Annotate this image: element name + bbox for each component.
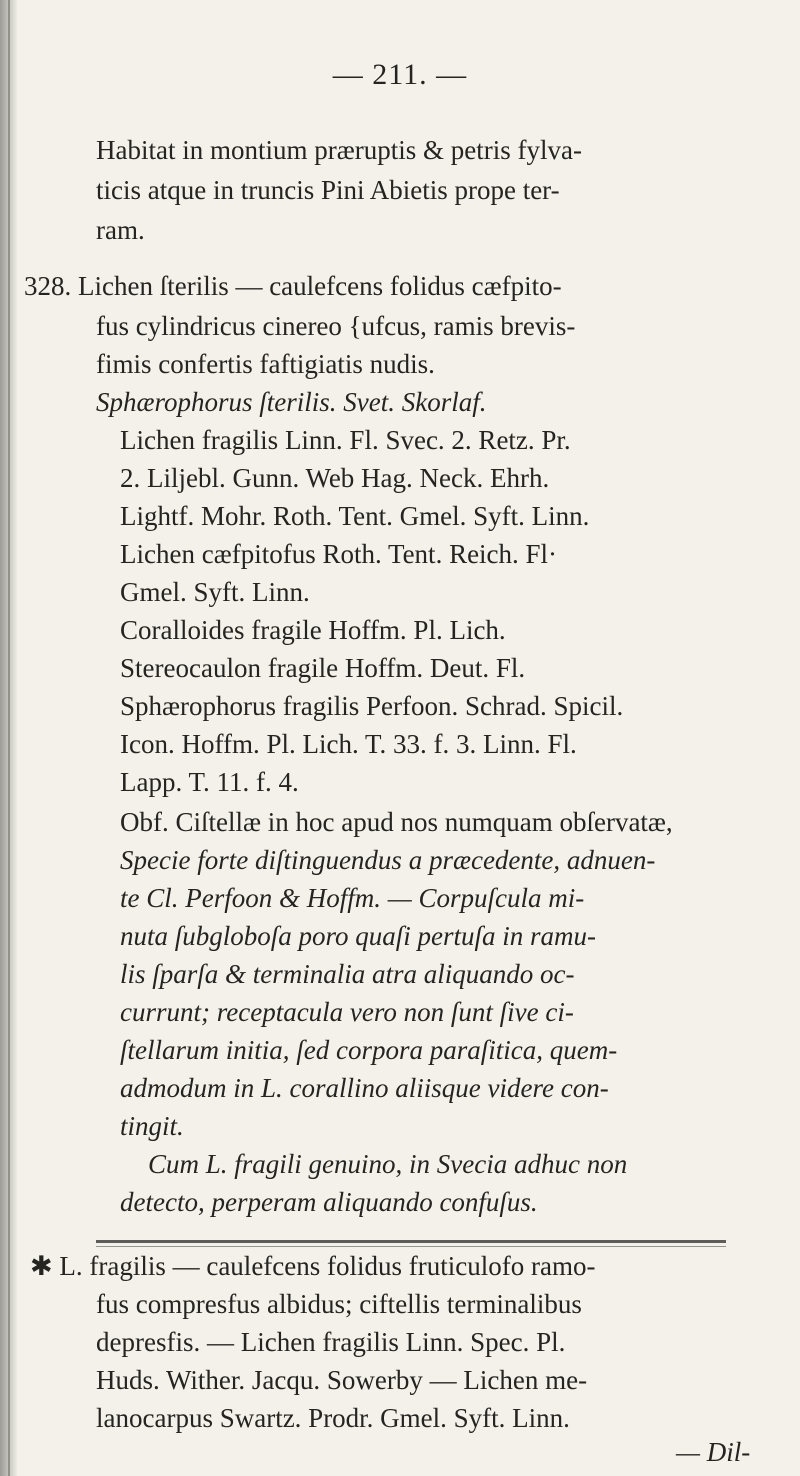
text-line: te Cl. Perfoon & Hoffm. — Corpuſcula mi- [120,883,585,913]
text-line: Icon. Hoffm. Pl. Lich. T. 33. f. 3. Linn. Fl. [120,729,577,759]
section-divider [96,1240,726,1243]
text-line: Sphærophorus ſterilis. Svet. Skorlaf. [96,387,487,417]
text-line: — Dil- [676,1437,751,1467]
text-line: Huds. Wither. Jacqu. Sowerby — Lichen me- [96,1365,588,1395]
text-line: Habitat in montium præruptis & petris fylva- [96,135,582,165]
text-line: tingit. [120,1111,184,1141]
text-line: nuta ſubgloboſa poro quaſi pertuſa in ramu- [120,921,597,951]
text-line: Sphærophorus fragilis Perfoon. Schrad. Spicil. [120,691,624,721]
section-divider-thin [96,1246,726,1247]
text-line: admodum in L. corallino aliisque videre con- [120,1073,609,1103]
text-line: lanocarpus Swartz. Prodr. Gmel. Syft. Linn. [96,1403,570,1433]
text-line: ram. [96,215,145,245]
text-line: Lightf. Mohr. Roth. Tent. Gmel. Syft. Linn. [120,501,590,531]
text-line: ſtellarum initia, ſed corpora paraſitica, quem- [120,1035,618,1065]
text-line: lis ſparſa & terminalia atra aliquando oc- [120,959,575,989]
text-line: Lapp. T. 11. f. 4. [120,767,299,797]
text-line: Cum L. fragili genuino, in Svecia adhuc non [148,1149,628,1179]
text-line: fus cylindricus cinereo {ufcus, ramis brevis- [96,311,576,341]
page-gutter-line [8,0,10,1476]
text-line: Specie forte diſtinguendus a præcedente, adnuen- [120,845,656,875]
text-line: 328. Lichen ſterilis — caulefcens folidus cæfpito- [24,271,562,301]
page-number: — 211. — [332,58,468,91]
text-line: depresfis. — Lichen fragilis Linn. Spec. Pl. [96,1327,566,1357]
text-line: ticis atque in truncis Pini Abietis prope ter- [96,175,560,205]
text-line: Obf. Ciſtellæ in hoc apud nos numquam obſervatæ, [120,807,673,837]
text-line: fus compresfus albidus; ciftellis terminalibus [96,1289,582,1319]
text-line: detecto, perperam aliquando confuſus. [120,1187,538,1217]
text-line: Lichen fragilis Linn. Fl. Svec. 2. Retz. Pr. [120,425,571,455]
text-line: Coralloides fragile Hoffm. Pl. Lich. [120,615,506,645]
text-line: Stereocaulon fragile Hoffm. Deut. Fl. [120,653,526,683]
text-line: fimis confertis faftigiatis nudis. [96,349,435,379]
text-line: Lichen cæfpitofus Roth. Tent. Reich. Fl· [120,539,558,569]
text-line: ✱ L. fragilis — caulefcens folidus fruticulofo ramo- [30,1251,596,1281]
text-line: currunt; receptacula vero non ſunt ſive ci- [120,997,574,1027]
text-line: 2. Liljebl. Gunn. Web Hag. Neck. Ehrh. [120,463,550,493]
text-line: Gmel. Syft. Linn. [120,577,310,607]
